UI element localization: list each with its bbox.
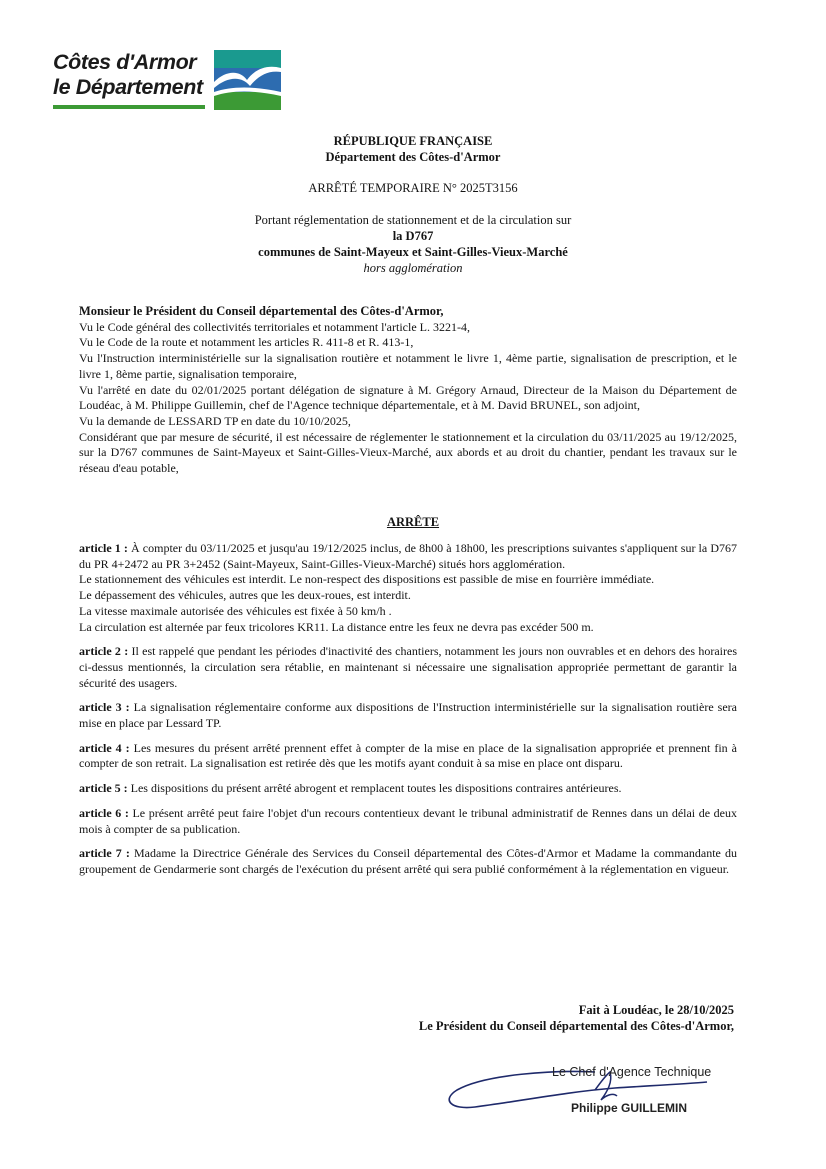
- place-date: Fait à Loudéac, le 28/10/2025: [578, 1003, 734, 1017]
- article-1-line: Le stationnement des véhicules est interdit. Le non-respect des dispositions est passible de mise en fourrière immédiate.: [79, 572, 655, 587]
- article-text: Le présent arrêté peut faire l'objet d'un recours contentieux devant le tribunal administratif de Rennes dans un délai de deux mois à compter de sa publication.: [79, 805, 737, 836]
- articles-section: [79, 541, 737, 878]
- arrete-road: la D767: [392, 229, 434, 243]
- article-text: Il est rappelé que pendant les périodes d'inactivité des chantiers, notamment les jours non ouvrables et en dehors des horaires ci-dessus mentionnés, la circulation sera rétablie, en maintenant si nécessaire une signalisation appropriée permettant de garantir la sécurité des usagers.: [79, 644, 737, 690]
- visas-section: [79, 304, 737, 477]
- visa-item: Vu l'Instruction interministérielle sur la signalisation routière et notamment le livre 1, 4ème partie, signalisation de prescription, et le livre 1, 8ème partie, signalisation temporaire,: [79, 351, 737, 381]
- arrete-location: hors agglomération: [363, 261, 463, 275]
- article-label: article 2 :: [79, 644, 129, 659]
- republic-heading: RÉPUBLIQUE FRANÇAISE: [333, 134, 493, 148]
- visa-authority: Monsieur le Président du Conseil départemental des Côtes-d'Armor,: [79, 304, 444, 318]
- arrete-number: ARRÊTÉ TEMPORAIRE N° 2025T3156: [308, 181, 518, 195]
- article-label: article 3 :: [79, 700, 130, 715]
- visa-item: Vu le Code de la route et notamment les articles R. 411-8 et R. 413-1,: [79, 335, 414, 350]
- article-label: article 4 :: [79, 740, 130, 755]
- article-2: [79, 644, 737, 691]
- logo-emblem-icon: [214, 50, 281, 110]
- article-6: [79, 806, 737, 837]
- signature-stamp-name: Philippe GUILLEMIN: [571, 1101, 687, 1115]
- article-text: Les dispositions du présent arrêté abrogent et remplacent toutes les dispositions contraires antérieures.: [127, 781, 622, 796]
- arrete-title: ARRÊTE: [386, 515, 440, 529]
- article-1: [79, 541, 737, 635]
- department-logo: [53, 49, 283, 113]
- considerant: Considérant que par mesure de sécurité, il est nécessaire de réglementer le stationnement et la circulation du 03/11/2025 au 19/12/2025, sur la D767 communes de Saint-Mayeux et Saint-Gilles-Vieux-Marché, aux abords et au droit du chantier, pendant les travaux sur le réseau d'eau potable,: [79, 429, 737, 476]
- article-label: article 5 :: [79, 781, 128, 796]
- article-3: [79, 700, 737, 731]
- visa-item: Vu l'arrêté en date du 02/01/2025 portant délégation de signature à M. Grégory Arnaud, Directeur de la Maison du Département de Loudéac, à M. Philippe Guillemin, chef de l'Agence technique départementale, et à M. David BRUNEL, son adjoint,: [79, 382, 737, 413]
- visa-item: Vu la demande de LESSARD TP en date du 10/10/2025,: [79, 413, 351, 428]
- logo-green-bar: [53, 105, 205, 109]
- department-heading: Département des Côtes-d'Armor: [325, 150, 501, 164]
- article-1-line: La vitesse maximale autorisée des véhicules est fixée à 50 km/h .: [79, 603, 392, 618]
- article-1-line: La circulation est alternée par feux tricolores KR11. La distance entre les feux ne devra pas excéder 500 m.: [79, 619, 594, 634]
- logo-text-line2: le Département: [53, 75, 203, 99]
- article-label: article 1 :: [79, 541, 128, 555]
- article-4: [79, 741, 737, 772]
- handwritten-signature-icon: [445, 1052, 725, 1132]
- article-1-line: Le dépassement des véhicules, autres que les deux-roues, est interdit.: [79, 588, 411, 603]
- article-label: article 6 :: [79, 805, 129, 820]
- visa-item: Vu le Code général des collectivités territoriales et notamment l'article L. 3221-4,: [79, 319, 470, 334]
- arrete-purpose: Portant réglementation de stationnement et de la circulation sur: [254, 213, 572, 227]
- article-label: article 7 :: [79, 846, 130, 861]
- article-text: La signalisation réglementaire conforme aux dispositions de l'Instruction interministérielle sur la signalisation routière sera mise en place par Lessard TP.: [79, 700, 737, 731]
- article-text: Madame la Directrice Générale des Services du Conseil départemental des Côtes-d'Armor et Madame la commandante du groupement de Gendarmerie sont chargés de l'exécution du présent arrêté qui sera publié conformément à la réglementation en vigueur.: [79, 846, 737, 876]
- logo-text-line1: Côtes d'Armor: [53, 50, 197, 74]
- article-5: [79, 781, 737, 797]
- arrete-communes: communes de Saint-Mayeux et Saint-Gilles-Vieux-Marché: [258, 245, 568, 259]
- article-7: [79, 846, 737, 877]
- signature-stamp-title: Le Chef d'Agence Technique: [552, 1065, 712, 1079]
- signing-authority: Le Président du Conseil départemental des Côtes-d'Armor,: [418, 1019, 734, 1033]
- article-text: À compter du 03/11/2025 et jusqu'au 19/12/2025 inclus, de 8h00 à 18h00, les prescriptions suivantes s'appliquent sur la D767 du PR 4+2472 au PR 3+2452 (Saint-Mayeux, Saint-Gilles-Vieux-Marché) situés hors agglomération.: [79, 541, 738, 571]
- article-text: Les mesures du présent arrêté prennent effet à compter de la mise en place de la signalisation appropriée et prennent fin à compter de son retrait. La signalisation est retirée dès que les motifs ayant conduit à sa mise en place ont disparu.: [79, 740, 737, 771]
